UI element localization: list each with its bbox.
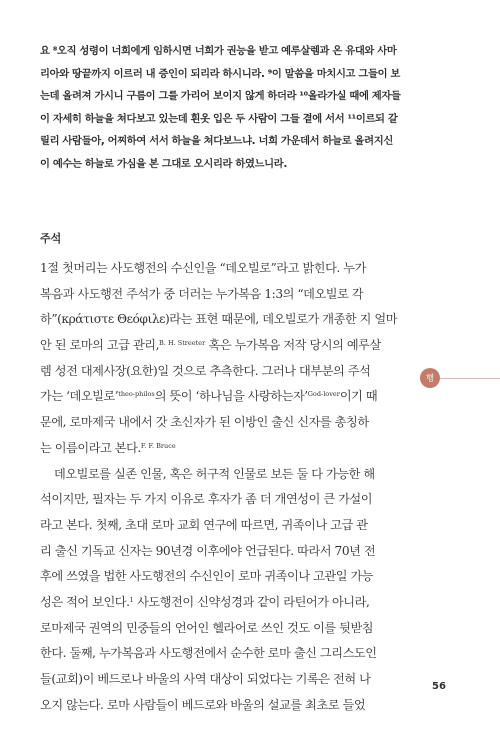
citation-superscript: F. F. Bruce <box>140 441 176 450</box>
section-heading: 주석 <box>40 232 62 245</box>
text-line <box>40 641 442 667</box>
text-run: 문에, 로마제국 내에서 갓 초신자가 된 이방인 출신 신자를 총칭하 <box>40 415 369 430</box>
text-run: 오지 않는다. 로마 사람들이 베드로와 바울의 설교를 최초로 들었 <box>40 697 366 712</box>
scripture-line: 이 자세히 하늘을 쳐다보고 있는데 흰옷 입은 두 사람이 그들 곁에 서서 ¹¹이르되 갈 <box>40 112 398 125</box>
text-line <box>40 564 442 590</box>
text-run: 는 이름이라고 본다. <box>40 440 141 455</box>
text-run: 성은 적어 보인다. <box>40 594 130 609</box>
text-run: 후에 쓰였을 법한 사도행전의 수신인이 로마 귀족이나 고관일 가능 <box>40 569 374 584</box>
text-line <box>40 513 442 539</box>
text-line <box>40 436 442 462</box>
text-line <box>40 410 442 436</box>
text-run: 들(교회)이 베드로나 바울의 사역 대상이 되었다는 기록은 전혀 나 <box>40 672 371 686</box>
text-line <box>40 333 442 359</box>
text-run: 1절 첫머리는 사도행전의 수신인을 “데오빌로”라고 밝힌다. 누가 <box>40 261 366 275</box>
scripture-line: 리아와 땅끝까지 이르러 내 증인이 되리라 하시니라. ⁹이 말씀을 마치시고 그들이 보 <box>40 67 400 80</box>
text-line <box>40 693 442 719</box>
text-line <box>40 359 442 385</box>
citation-superscript: God-lover <box>307 390 340 399</box>
text-run: 라고 본다. 첫째, 초대 로마 교회 연구에 따르면, 귀족이나 고급 관 <box>40 517 368 532</box>
text-run: 데오빌로를 실존 인물, 혹은 허구적 인물로 보든 둘 다 가능한 해 <box>54 466 375 481</box>
text-run: 한다. 둘째, 누가복음과 사도행전에서 순수한 로마 출신 그리스도인 <box>40 646 377 661</box>
text-line <box>40 282 442 308</box>
scripture-line: 이 예수는 하늘로 가심을 본 그대로 오시리라 하였느니라. <box>40 157 287 170</box>
text-run: 안 된 로마의 고급 관리, <box>40 338 160 353</box>
page-number: 56 <box>432 681 446 692</box>
text-run: 리 출신 기독교 신자는 90년경 이후에야 언급된다. 따라서 70년 전 <box>40 543 376 558</box>
citation-superscript: B. H. Streeter <box>159 339 206 348</box>
text-line <box>40 590 442 616</box>
scripture-line: 는데 올려져 가시니 구름이 그를 가리어 보이지 않게 하더라 ¹⁰올라가실 때에 제자들 <box>40 90 401 103</box>
scripture-line: 요 ⁸오직 성령이 너희에게 임하시면 너희가 권능을 받고 예루살렘과 온 유대와 사마 <box>40 45 397 57</box>
text-run: 복음과 사도행전 주석가 중 더러는 누가복음 1:3의 “데오빌로 각 <box>40 286 364 301</box>
citation-superscript: 1 <box>129 595 134 604</box>
scripture-block <box>40 40 440 176</box>
citation-superscript: theo-philos <box>118 390 155 399</box>
chapter-tab[interactable]: 행 <box>420 368 440 388</box>
text-run: 의 뜻이 ‘하나님을 사랑하는자’ <box>154 389 308 404</box>
text-run: 혹은 누가복음 저작 당시의 예루살 <box>205 338 381 353</box>
text-run: 로마제국 권역의 민중들의 언어인 헬라어로 쓰인 것도 이를 뒷받침 <box>40 620 374 635</box>
margin-rule <box>436 378 500 379</box>
text-run: 사도행전이 신약성경과 같이 라틴어가 아니라, <box>133 594 370 609</box>
text-line <box>40 256 442 282</box>
text-run: 렘 성전 대제사장(요한)일 것으로 추측한다. 그러나 대부분의 주석 <box>40 363 371 378</box>
text-run: 가는 ‘데오빌로’ <box>40 389 119 404</box>
scripture-line: 릴리 사람들아, 어찌하여 서서 하늘을 쳐다보느냐. 너희 가운데서 하늘로 올려지신 <box>40 135 393 148</box>
text-line <box>40 487 442 513</box>
text-run: 이기 때 <box>339 389 378 404</box>
text-line <box>40 616 442 642</box>
text-line <box>40 539 442 565</box>
commentary-body <box>40 256 442 718</box>
text-run: 하”(κράτιστε Θεόφιλε)라는 표현 때문에, 데오빌로가 개종한 지 얼마 <box>40 312 398 327</box>
text-line <box>40 307 442 333</box>
text-line <box>40 384 442 410</box>
text-line <box>40 462 442 488</box>
text-line <box>40 667 442 693</box>
text-run: 석이지만, 필자는 두 가지 이유로 후자가 좀 더 개연성이 큰 가설이 <box>40 492 373 507</box>
